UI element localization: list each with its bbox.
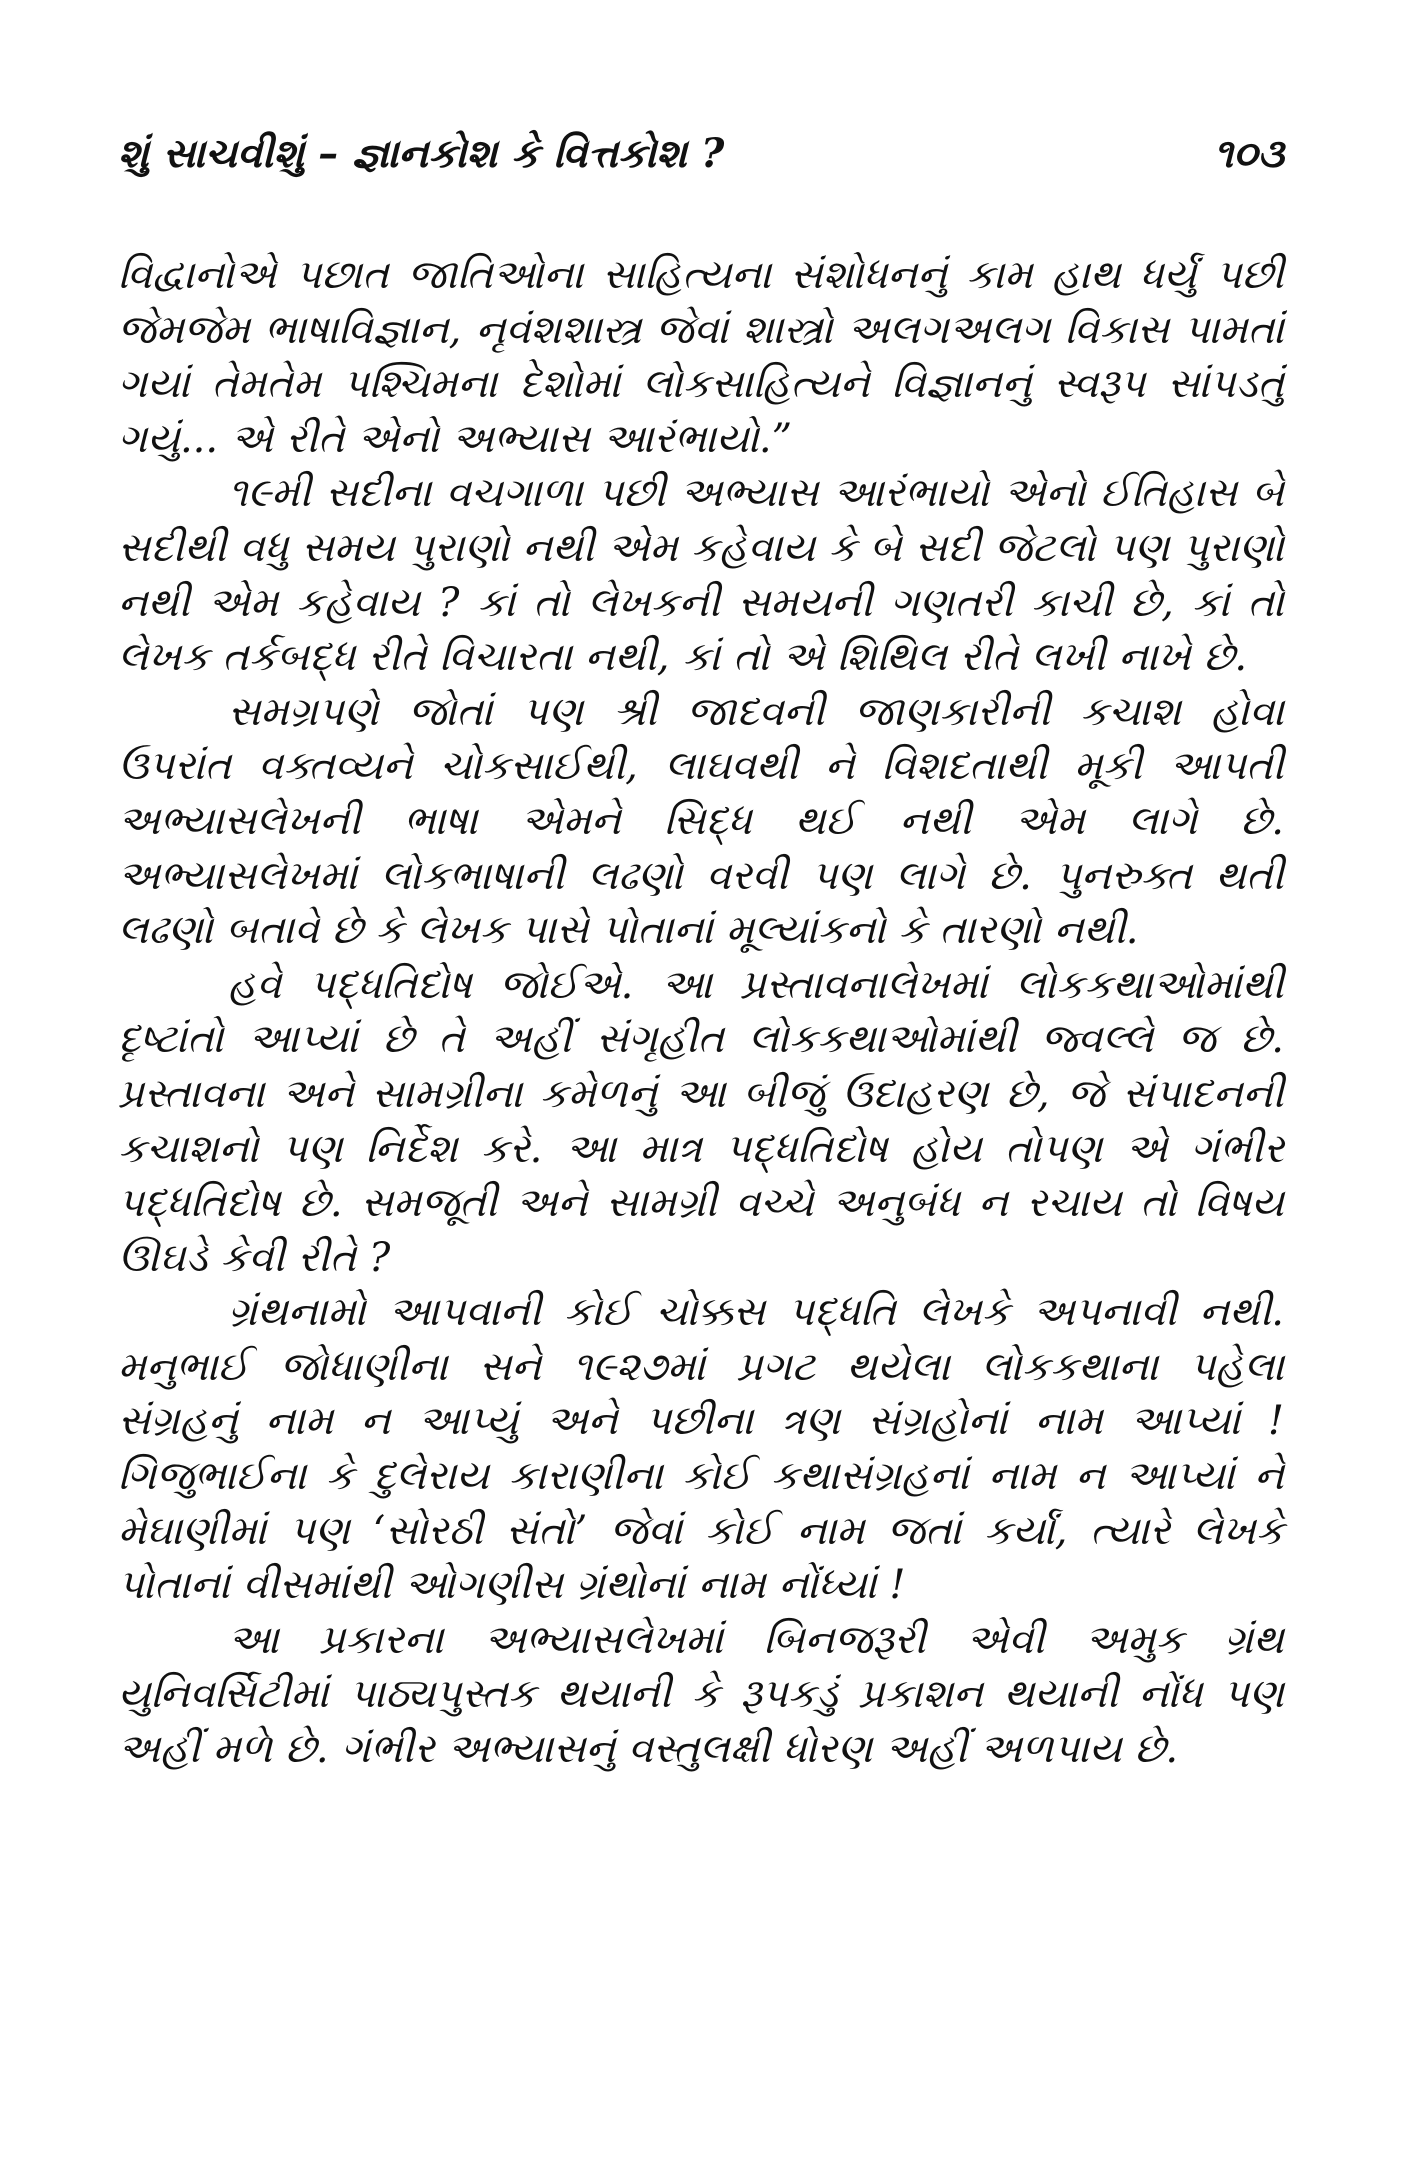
running-header [118,130,1284,200]
paragraph-2: ૧૯મી સદીના વચગાળા પછી અભ્યાસ આરંભાયો એનો ઈતિહાસ બે સદીથી વધુ સમય પુરાણો નથી એમ કહેવાય કે બે સદી જેટલો પણ પુરાણો નથી એમ કહેવાય ? કાં તો લેખકની સમયની ગણતરી કાચી છે, કાં તો લેખક તર્કબદ્ધ રીતે વિચારતા નથી, કાં તો એ શિથિલ રીતે લખી નાખે છે. [118,470,1284,681]
paragraph-6: આ પ્રકારના અભ્યાસલેખમાં બિનજરૂરી એવી અમુક ગ્રંથ યુનિવર્સિટીમાં પાઠ્યપુસ્તક થયાની કે રૂપકડું પ્રકાશન થયાની નોંધ પણ અહીં મળે છે. ગંભીર અભ્યાસનું વસ્તુલક્ષી ધોરણ અહીં અળપાય છે. [118,1616,1284,1773]
paragraph-4: હવે પદ્ધતિદોષ જોઈએ. આ પ્રસ્તાવનાલેખમાં લોકકથાઓમાંથી દૃષ્ટાંતો આપ્યાં છે તે અહીં સંગૃહીત લોકકથાઓમાંથી જ્વલ્લે જ છે. પ્રસ્તાવના અને સામગ્રીના કમેળનું આ બીજું ઉદાહરણ છે, જે સંપાદનની કચાશનો પણ નિર્દેશ કરે. આ માત્ર પદ્ધતિદોષ હોય તોપણ એ ગંભીર પદ્ધતિદોષ છે. સમજૂતી અને સામગ્રી વચ્ચે અનુબંધ ન રચાય તો વિષય ઊઘડે કેવી રીતે ? [118,961,1284,1281]
paragraph-1: વિદ્વાનોએ પછાત જાતિઓના સાહિત્યના સંશોધનનું કામ હાથ ધર્યું પછી જેમજેમ ભાષાવિજ્ઞાન, નૃવંશશાસ્ત્ર જેવાં શાસ્ત્રો અલગઅલગ વિકાસ પામતાં ગયાં તેમતેમ પશ્ચિમના દેશોમાં લોકસાહિત્યને વિજ્ઞાનનું સ્વરૂપ સાંપડતું ગયું... એ રીતે એનો અભ્યાસ આરંભાયો.” [118,252,1284,462]
page-number: ૧૦૩ [1213,130,1284,177]
paragraph-5: ગ્રંથનામો આપવાની કોઈ ચોક્કસ પદ્ધતિ લેખકે અપનાવી નથી. મનુભાઈ જોધાણીના સને ૧૯૨૭માં પ્રગટ થયેલા લોકકથાના પહેલા સંગ્રહનું નામ ન આપ્યું અને પછીના ત્રણ સંગ્રહોનાં નામ આપ્યાં ! ગિજુભાઈના કે દુલેરાય કારાણીના કોઈ કથાસંગ્રહનાં નામ ન આપ્યાં ને મેઘાણીમાં પણ ‘સોરઠી સંતો’ જેવાં કોઈ નામ જતાં કર્યાં, ત્યારે લેખકે પોતાનાં વીસમાંથી ઓગણીસ ગ્રંથોનાં નામ નોંધ્યાં ! [118,1289,1284,1609]
running-title: શું સાચવીશું – જ્ઞાનકોશ કે વિત્તકોશ ? [118,130,725,177]
page-body [118,248,1284,1777]
paragraph-3: સમગ્રપણે જોતાં પણ શ્રી જાદવની જાણકારીની કચાશ હોવા ઉપરાંત વક્તવ્યને ચોકસાઈથી, લાઘવથી ને વિશદતાથી મૂકી આપતી અભ્યાસલેખની ભાષા એમને સિદ્ધ થઈ નથી એમ લાગે છે. અભ્યાસલેખમાં લોકભાષાની લઢણો વરવી પણ લાગે છે. પુનરુક્ત થતી લઢણો બતાવે છે કે લેખક પાસે પોતાનાં મૂલ્યાંકનો કે તારણો નથી. [118,688,1284,954]
